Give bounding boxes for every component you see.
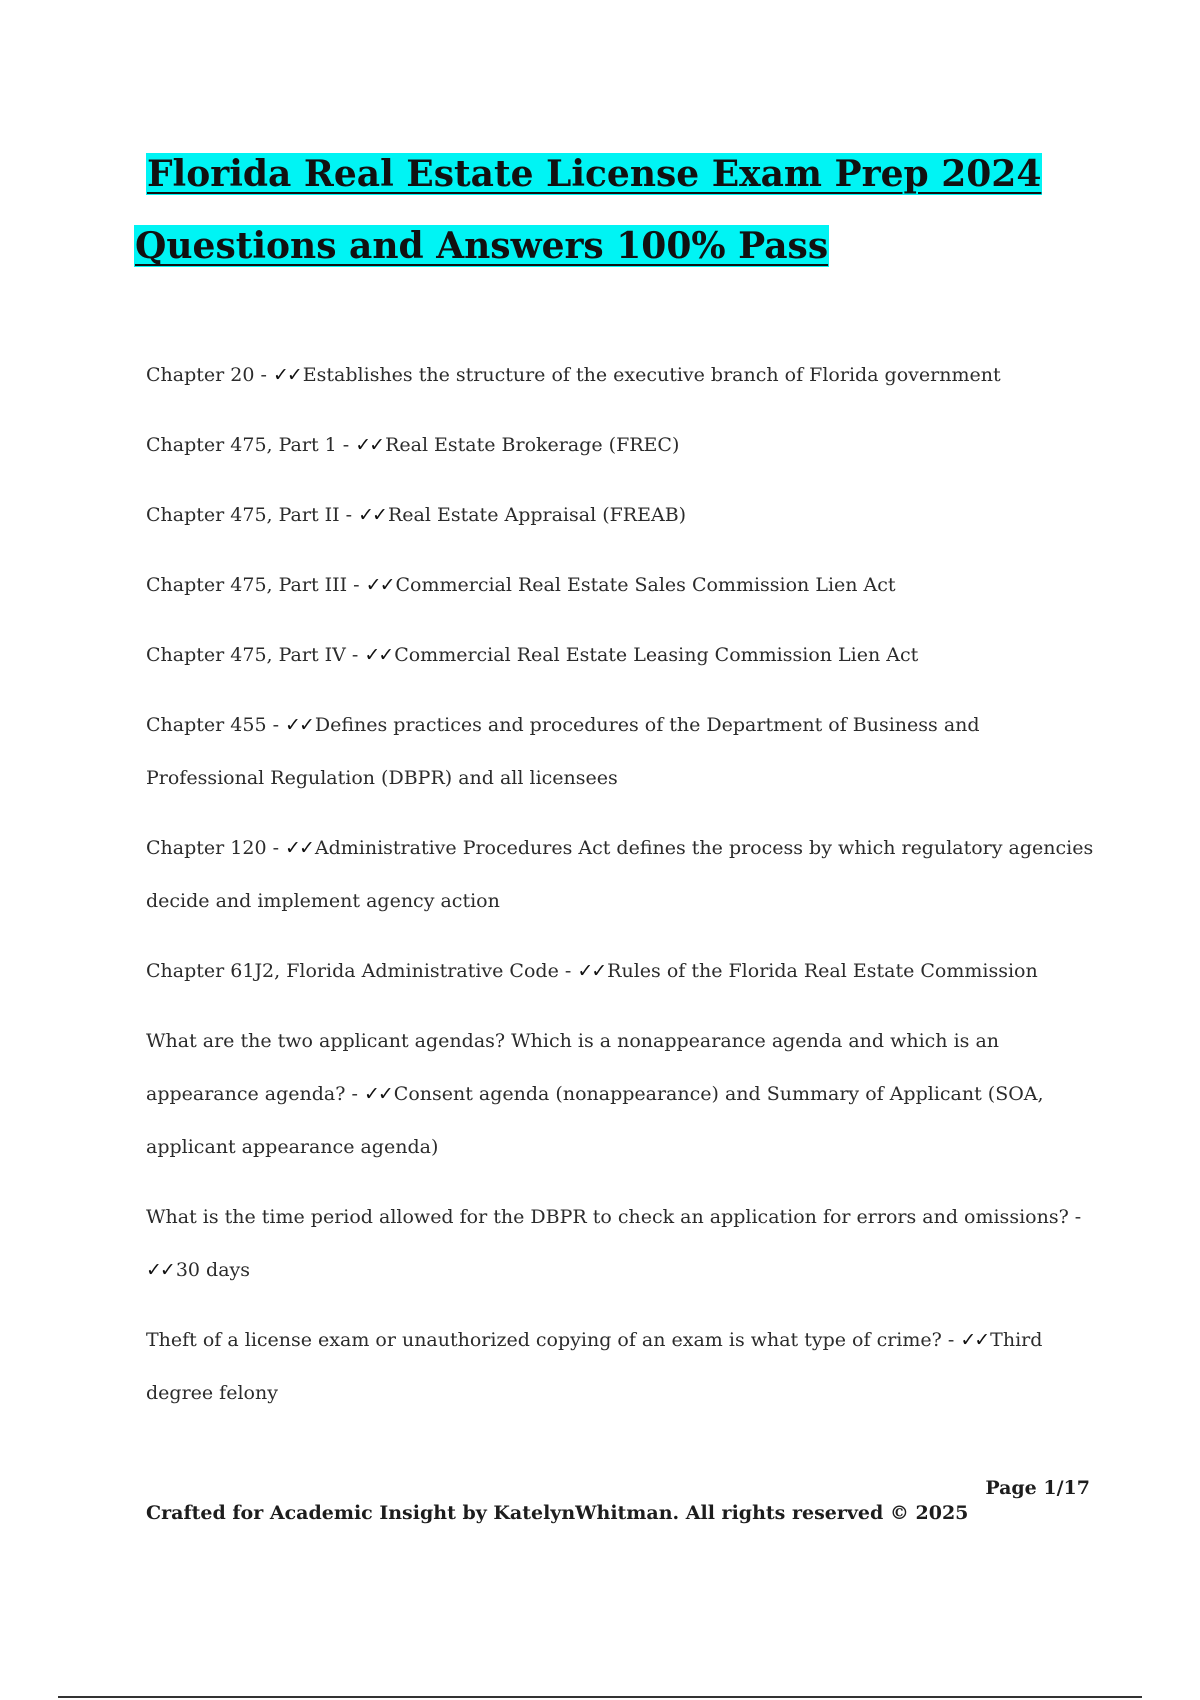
qa-item-0	[146, 349, 1096, 402]
double-check-icon: ✓✓	[577, 960, 606, 982]
double-check-icon: ✓✓	[363, 1083, 392, 1105]
answer-text: Consent agenda (nonappearance) and Summary of Applicant (SOA, applicant appearance agenda)	[146, 1083, 1044, 1158]
double-check-icon: ✓✓	[355, 434, 384, 456]
answer-text: Commercial Real Estate Sales Commission Lien Act	[395, 574, 896, 596]
page-number: Page 1/17	[985, 1477, 1090, 1499]
question-text: Chapter 475, Part III -	[146, 574, 366, 596]
question-text: Chapter 120 -	[146, 837, 286, 859]
title-line-2	[134, 210, 1046, 282]
bottom-divider	[58, 1696, 1142, 1698]
qa-item-4	[146, 629, 1096, 682]
question-text: Chapter 475, Part IV -	[146, 644, 365, 666]
double-check-icon: ✓✓	[272, 364, 301, 386]
title-line-1-text: Florida Real Estate License Exam Prep 2024	[147, 153, 1042, 195]
question-text: What are the two applicant agendas? Which is a nonappearance agenda and which is an appearance agenda? -	[146, 1030, 1000, 1105]
double-check-icon: ✓✓	[146, 1259, 174, 1281]
qa-list	[146, 352, 1096, 1437]
answer-text: Commercial Real Estate Leasing Commission Lien Act	[394, 644, 919, 666]
question-text: Chapter 475, Part II -	[146, 504, 359, 526]
answer-text: Defines practices and procedures of the Department of Business and Professional Regulation (DBPR) and all licensees	[146, 714, 980, 789]
double-check-icon: ✓✓	[365, 574, 394, 596]
title-line-2-text: Questions and Answers 100% Pass	[135, 225, 829, 267]
document-title	[135, 138, 1046, 282]
qa-item-10	[146, 1314, 1096, 1420]
answer-text: Third degree felony	[146, 1329, 1043, 1404]
question-text: Chapter 475, Part 1 -	[146, 434, 356, 456]
answer-text: Administrative Procedures Act defines the process by which regulatory agencies decide and implement agency action	[146, 837, 1094, 912]
qa-item-5	[146, 699, 1096, 805]
answer-text: Establishes the structure of the executive branch of Florida government	[302, 364, 1001, 386]
title-line-1	[146, 138, 1046, 210]
question-text: What is the time period allowed for the DBPR to check an application for errors and omissions? -	[146, 1206, 1082, 1228]
double-check-icon: ✓✓	[285, 837, 313, 859]
qa-item-6	[146, 822, 1096, 928]
double-check-icon: ✓✓	[960, 1329, 989, 1351]
double-check-icon: ✓✓	[364, 644, 393, 666]
question-text: Chapter 61J2, Florida Administrative Code -	[146, 960, 578, 982]
answer-text: Real Estate Appraisal (FREAB)	[387, 504, 687, 526]
qa-item-1	[146, 419, 1096, 472]
qa-item-9	[146, 1191, 1096, 1297]
answer-text: Real Estate Brokerage (FREC)	[385, 434, 680, 456]
question-text: Chapter 20 -	[146, 364, 273, 386]
footer-credit: Crafted for Academic Insight by KatelynWhitman. All rights reserved © 2025	[146, 1502, 969, 1524]
answer-text: Rules of the Florida Real Estate Commission	[607, 960, 1038, 982]
qa-item-7	[146, 945, 1096, 998]
qa-item-8	[146, 1015, 1096, 1174]
answer-text: 30 days	[175, 1259, 251, 1281]
question-text: Chapter 455 -	[146, 714, 286, 736]
double-check-icon: ✓✓	[358, 504, 386, 526]
double-check-icon: ✓✓	[285, 714, 313, 736]
question-text: Theft of a license exam or unauthorized copying of an exam is what type of crime? -	[146, 1329, 961, 1351]
qa-item-3	[146, 559, 1096, 612]
qa-item-2	[146, 489, 1096, 542]
